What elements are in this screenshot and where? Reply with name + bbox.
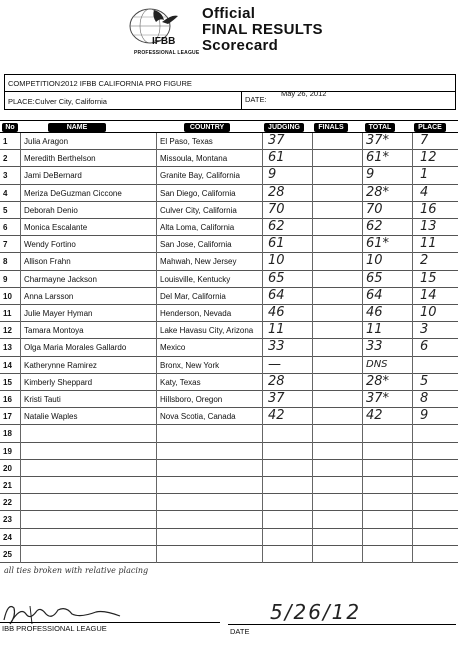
contestant-name: Meredith Berthelson [24, 154, 96, 164]
header-finals: FINALS [314, 123, 348, 132]
row-number: 8 [3, 257, 8, 267]
total-score: 9 [366, 167, 375, 183]
row-number: 16 [3, 395, 12, 404]
table-row [0, 288, 458, 305]
total-score: 46 [366, 305, 383, 320]
logo-professional-league-text: PROFESSIONAL LEAGUE [134, 50, 200, 56]
judging-score: 10 [268, 253, 285, 269]
table-row [0, 494, 458, 511]
total-score: 11 [366, 322, 383, 338]
final-place: 4 [420, 184, 429, 200]
final-place: 10 [420, 305, 437, 320]
total-score: 28* [366, 373, 390, 389]
total-score: 28* [366, 184, 390, 200]
competition-row [5, 75, 455, 92]
row-number: 20 [3, 463, 12, 473]
handwritten-date: 5/26/12 [270, 600, 362, 624]
row-number: 13 [3, 343, 12, 353]
final-place: 6 [420, 339, 429, 355]
contestant-country: Alta Loma, California [160, 223, 235, 232]
contestant-name: Allison Frahn [24, 257, 71, 267]
final-place: 9 [420, 408, 429, 424]
contestant-country: San Diego, California [160, 188, 236, 198]
column-divider [362, 133, 363, 563]
total-score: 64 [366, 287, 383, 303]
row-number: 14 [3, 360, 12, 370]
table-row [0, 374, 458, 391]
final-place: 16 [420, 201, 437, 217]
table-row [0, 357, 458, 374]
competition-value: 2012 IFBB CALIFORNIA PRO FIGURE [61, 79, 192, 88]
contestant-name: Olga Maria Morales Gallardo [24, 343, 127, 353]
contestant-country: Hillsboro, Oregon [160, 395, 223, 404]
table-row [0, 425, 458, 442]
header-place: PLACE [414, 123, 446, 132]
judging-score: 37 [268, 133, 285, 148]
final-place: 2 [420, 253, 429, 269]
judging-score: 11 [268, 322, 285, 338]
final-place: 1 [420, 167, 429, 183]
total-score: 10 [366, 253, 383, 269]
contestant-name: Anna Larsson [24, 291, 74, 301]
competition-info-box [4, 74, 456, 110]
total-score: DNS [366, 358, 388, 370]
row-number: 3 [3, 171, 8, 181]
final-place: 8 [420, 391, 429, 406]
table-row [0, 408, 458, 425]
row-number: 25 [3, 549, 12, 559]
column-divider [262, 133, 263, 563]
header-judging: JUDGING [264, 123, 304, 132]
total-score: 37* [366, 133, 390, 148]
contestant-name: Wendy Fortino [24, 240, 76, 250]
column-divider [156, 133, 157, 563]
contestant-name: Deborah Denio [24, 205, 78, 215]
contestant-country: Granite Bay, California [160, 171, 240, 181]
footer-date-label: DATE [230, 627, 250, 636]
competition-label: COMPETITION: [8, 79, 63, 88]
contestant-name: Charmayne Jackson [24, 274, 97, 284]
signature-line [0, 622, 220, 623]
total-score: 33 [366, 339, 383, 355]
contestant-country: Katy, Texas [160, 377, 201, 387]
contestant-country: Bronx, New York [160, 360, 220, 370]
date-divider [241, 92, 242, 109]
contestant-country: Del Mar, California [160, 291, 226, 301]
table-row [0, 202, 458, 219]
row-number: 2 [3, 154, 8, 164]
table-row [0, 150, 458, 167]
final-place: 11 [420, 236, 437, 252]
place-value: Culver City, California [35, 97, 107, 106]
judging-score: 37 [268, 391, 285, 406]
judging-score: 46 [268, 305, 285, 320]
final-place: 12 [420, 150, 437, 166]
date-value: May 26, 2012 [281, 89, 327, 98]
row-number: 23 [3, 515, 12, 525]
contestant-name: Julia Aragon [24, 137, 69, 146]
row-number: 12 [3, 326, 12, 336]
row-number: 6 [3, 223, 8, 232]
table-row [0, 443, 458, 460]
table-row [0, 167, 458, 184]
title-line-3: Scorecard [202, 37, 279, 54]
date-line [228, 624, 456, 625]
judging-score: 62 [268, 219, 285, 234]
date-label: DATE: [245, 95, 267, 104]
total-score: 62 [366, 219, 383, 234]
contestant-country: Lake Havasu City, Arizona [160, 326, 254, 336]
header-total: TOTAL [365, 123, 395, 132]
final-place: 3 [420, 322, 429, 338]
table-row [0, 460, 458, 477]
judging-score: 61 [268, 150, 285, 166]
table-row [0, 133, 458, 150]
table-header [0, 120, 458, 133]
row-number: 24 [3, 532, 12, 542]
row-number: 11 [3, 309, 12, 318]
contestant-country: Missoula, Montana [160, 154, 228, 164]
table-row [0, 253, 458, 270]
contestant-name: Tamara Montoya [24, 326, 84, 336]
row-divider [0, 562, 458, 563]
table-row [0, 529, 458, 546]
table-row [0, 219, 458, 236]
league-label: IBB PROFESSIONAL LEAGUE [2, 624, 107, 633]
final-place: 15 [420, 270, 437, 286]
contestant-country: Louisville, Kentucky [160, 274, 231, 284]
judging-score: 28 [268, 373, 285, 389]
contestant-country: Culver City, California [160, 205, 237, 215]
header-no: No [2, 123, 18, 132]
table-row [0, 305, 458, 322]
total-score: 61* [366, 150, 390, 166]
scorecard-title [202, 6, 323, 54]
total-score: 65 [366, 270, 383, 286]
final-place: 14 [420, 287, 437, 303]
table-row [0, 185, 458, 202]
table-row [0, 322, 458, 339]
final-place: 5 [420, 373, 429, 389]
judging-score: 33 [268, 339, 285, 355]
judging-score: 61 [268, 236, 285, 252]
contestant-name: Kristi Tauti [24, 395, 61, 404]
column-divider [312, 133, 313, 563]
row-number: 10 [3, 291, 12, 301]
ifbb-logo [126, 6, 198, 66]
row-number: 21 [3, 481, 12, 490]
contestant-country: Mexico [160, 343, 186, 353]
final-place: 13 [420, 219, 437, 234]
logo-ifbb-text: IFBB [152, 36, 176, 47]
row-number: 18 [3, 429, 12, 439]
final-place: 7 [420, 133, 429, 148]
place-label: PLACE: [8, 97, 35, 106]
contestant-name: Monica Escalante [24, 223, 88, 232]
judging-score: 42 [268, 408, 285, 424]
judging-score: 9 [268, 167, 277, 183]
contestant-country: San Jose, California [160, 240, 232, 250]
table-row [0, 271, 458, 288]
row-number: 4 [3, 188, 8, 198]
contestant-country: Mahwah, New Jersey [160, 257, 237, 267]
contestant-name: Kimberly Sheppard [24, 377, 93, 387]
table-row [0, 546, 458, 563]
contestant-name: Julie Mayer Hyman [24, 309, 93, 318]
row-number: 5 [3, 205, 8, 215]
table-row [0, 511, 458, 528]
header-name: NAME [48, 123, 106, 132]
row-number: 7 [3, 240, 8, 250]
total-score: 70 [366, 201, 383, 217]
contestant-country: El Paso, Texas [160, 137, 213, 146]
contestant-country: Henderson, Nevada [160, 309, 232, 318]
row-number: 19 [3, 446, 12, 456]
judging-score: 65 [268, 270, 285, 286]
contestant-name: Jami DeBernard [24, 171, 82, 181]
contestant-name: Meriza DeGuzman Ciccone [24, 188, 122, 198]
row-number: 9 [3, 274, 8, 284]
column-divider [20, 133, 21, 563]
contestant-country: Nova Scotia, Canada [160, 412, 236, 422]
row-number: 15 [3, 377, 12, 387]
table-row [0, 339, 458, 356]
table-row [0, 477, 458, 494]
judging-score: 64 [268, 287, 285, 303]
handwritten-note: all ties broken with relative placing [4, 566, 149, 575]
column-divider [412, 133, 413, 563]
total-score: 61* [366, 236, 390, 252]
contestant-name: Natalie Waples [24, 412, 78, 422]
header-country: COUNTRY [184, 123, 230, 132]
row-number: 17 [3, 412, 12, 422]
judging-score: 70 [268, 201, 285, 217]
table-row [0, 236, 458, 253]
contestant-name: Katherynne Ramirez [24, 360, 97, 370]
total-score: 42 [366, 408, 383, 424]
judging-score: — [268, 356, 281, 372]
row-number: 22 [3, 498, 12, 508]
total-score: 37* [366, 391, 390, 406]
table-row [0, 391, 458, 408]
judging-score: 28 [268, 184, 285, 200]
row-number: 1 [3, 137, 8, 146]
title-line-1: Official [202, 5, 256, 22]
title-line-2: FINAL RESULTS [202, 21, 323, 38]
